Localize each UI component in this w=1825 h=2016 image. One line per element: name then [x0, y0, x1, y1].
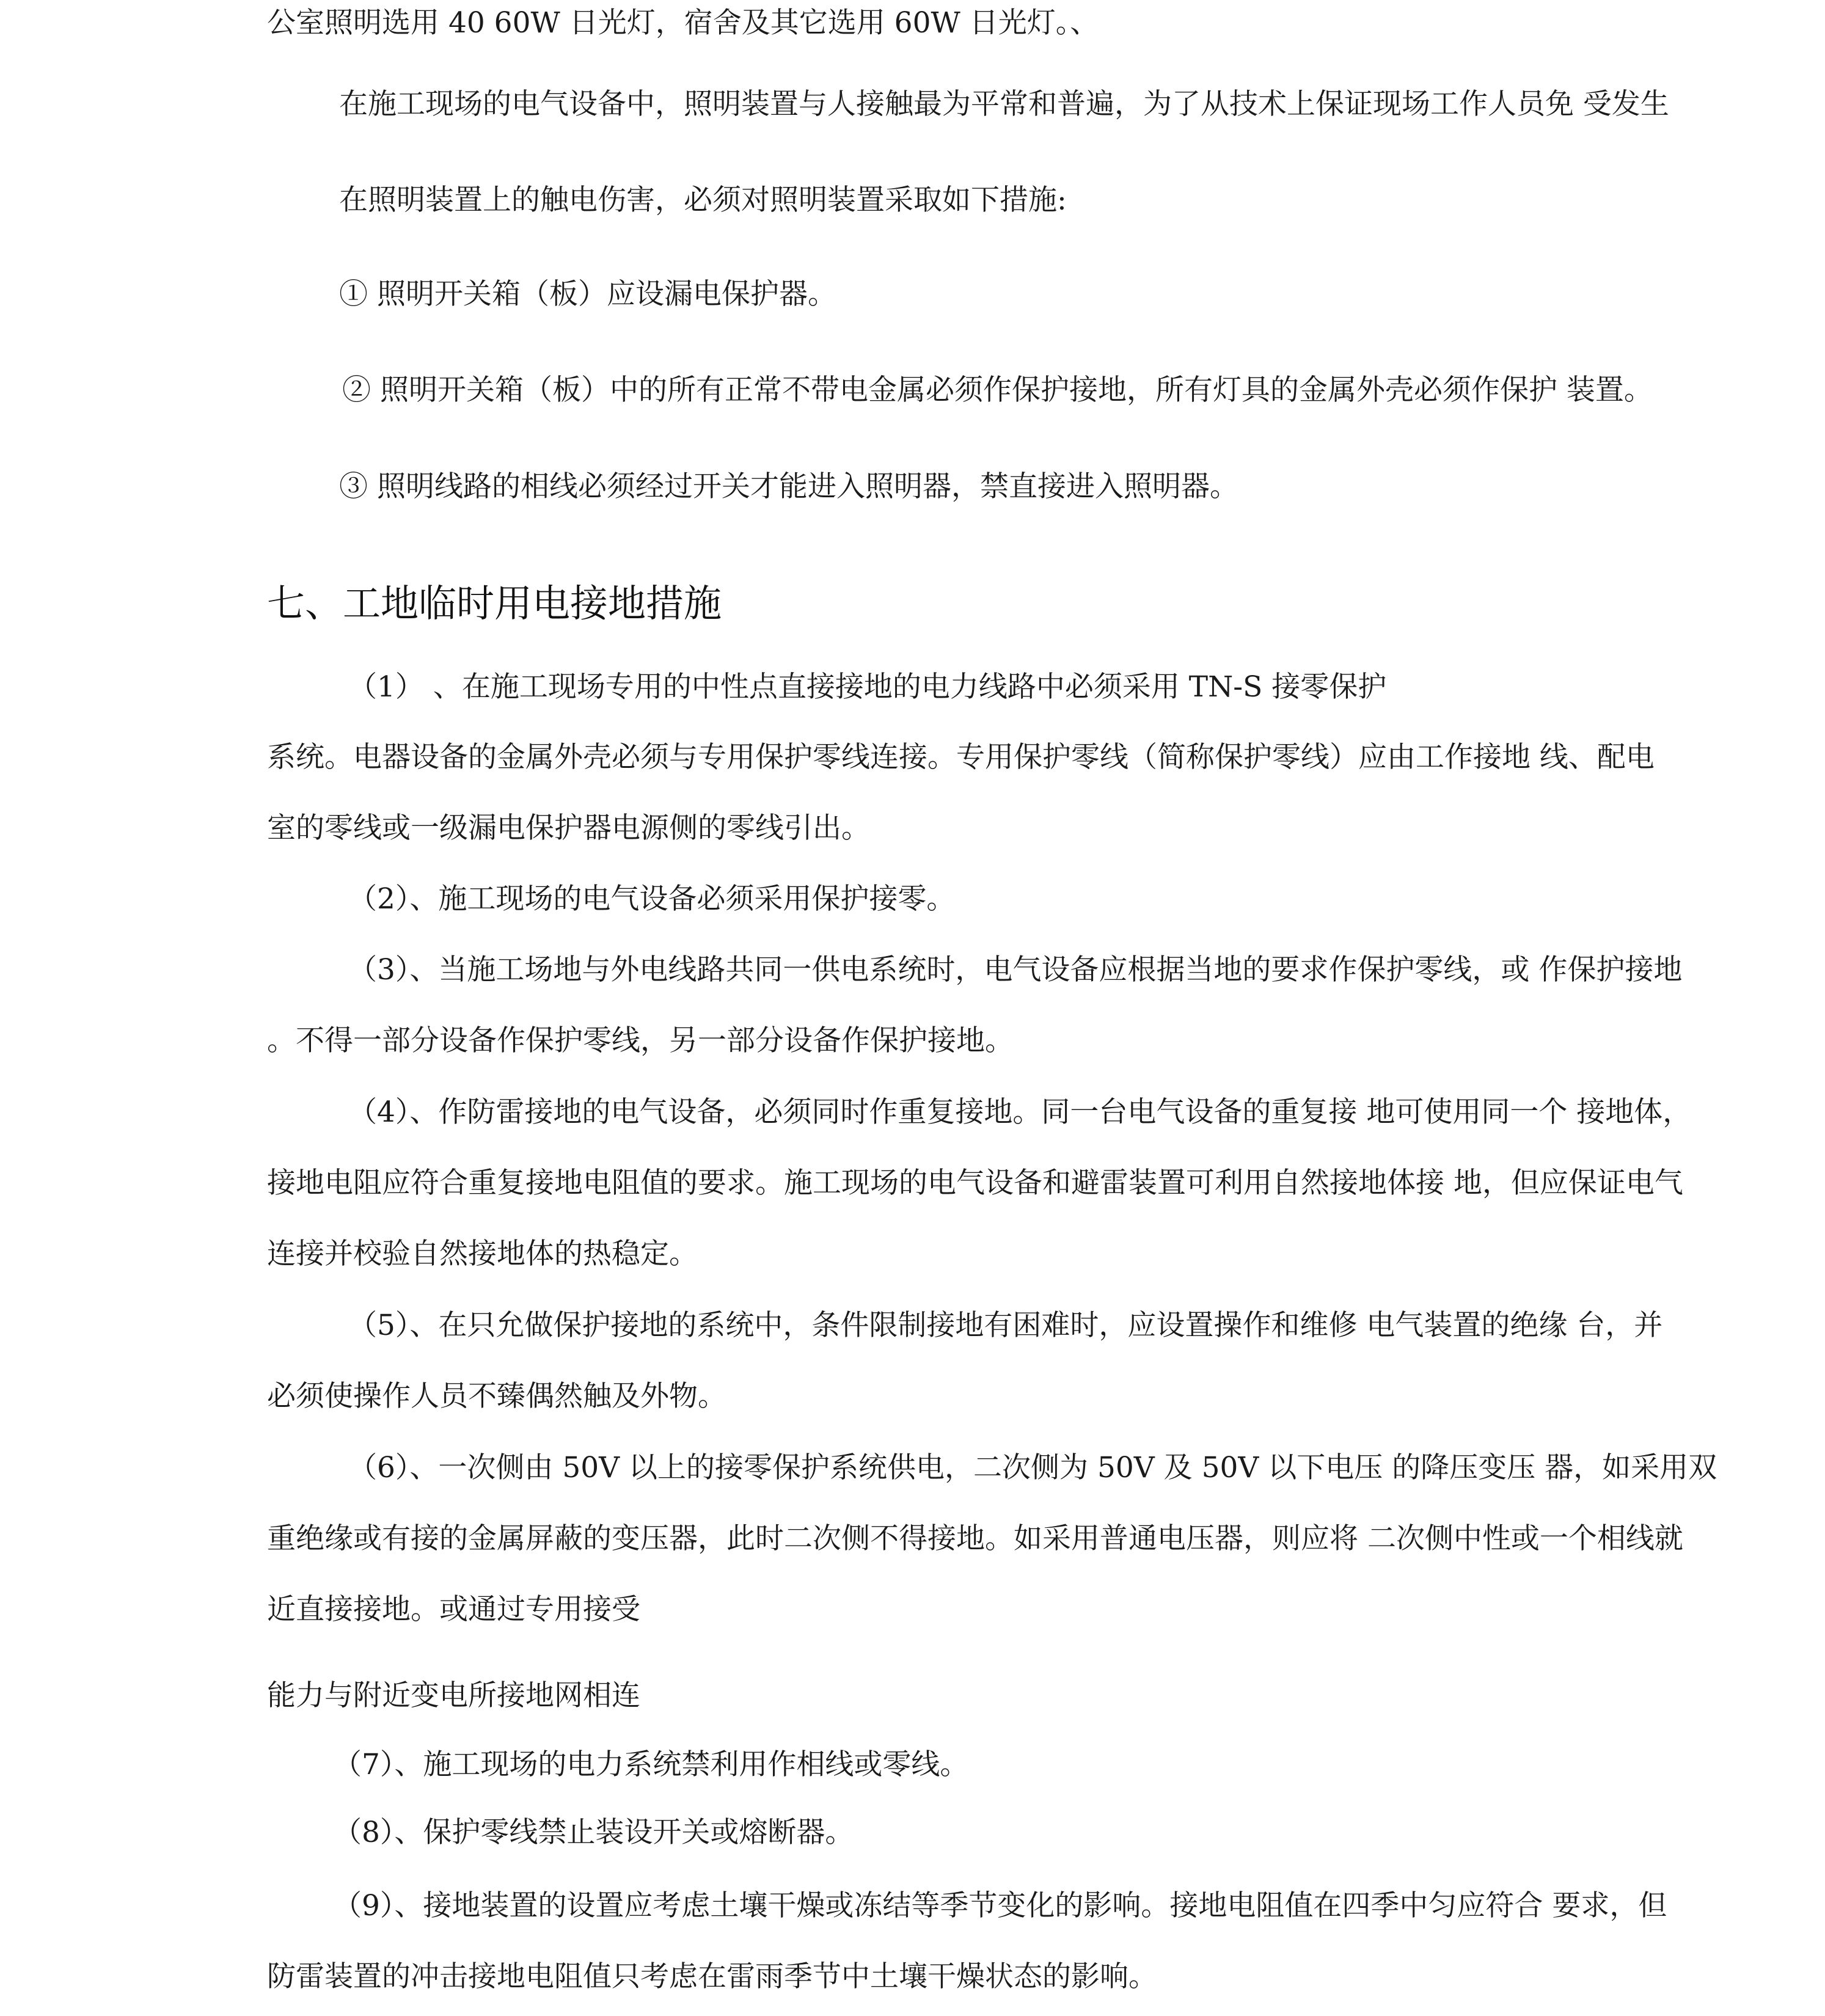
- text-line-item-3a: （3）、当施工场地与外电线路共同一供电系统时，电气设备应根据当地的要求作保护零线，或 作保护接地: [348, 953, 1683, 987]
- list-item-measure-2: ② 照明开关箱（板）中的所有正常不带电金属必须作保护接地，所有灯具的金属外壳必须作保护 装置。: [342, 373, 1653, 407]
- text-line-item-9b: 防雷装置的冲击接地电阻值只考虑在雷雨季节中土壤干燥状态的影响。: [267, 1960, 1157, 1993]
- text-line-item-6d: 能力与附近变电所接地网相连: [267, 1679, 640, 1712]
- text-line-item-7: （7）、施工现场的电力系统禁利用作相线或零线。: [333, 1748, 969, 1781]
- text-line-item-5a: （5）、在只允做保护接地的系统中，条件限制接地有困难时，应设置操作和维修 电气装置的绝缘 台，并: [348, 1309, 1663, 1342]
- text-line-lighting-intro: 在施工现场的电气设备中，照明装置与人接触最为平常和普遍，为了从技术上保证现场工作人员免 受发生: [339, 87, 1669, 121]
- text-line-item-6b: 重绝缘或有接的金属屏蔽的变压器，此时二次侧不得接地。如采用普通电压器，则应将 二次侧中性或一个相线就: [267, 1522, 1683, 1555]
- text-line-item-2: （2）、施工现场的电气设备必须采用保护接零。: [348, 882, 956, 916]
- text-line-item-5b: 必须使操作人员不臻偶然触及外物。: [267, 1379, 726, 1413]
- text-line-item-6c: 近直接接地。或通过专用接受: [267, 1593, 640, 1626]
- text-line-item-6a: （6）、一次侧由 50V 以上的接零保护系统供电，二次侧为 50V 及 50V 以下电压 的降压变压 器，如采用双: [348, 1451, 1717, 1485]
- text-line-item-1a: （1） 、在施工现场专用的中性点直接接地的电力线路中必须采用 TN-S 接零保护: [348, 670, 1387, 704]
- text-line-item-1c: 室的零线或一级漏电保护器电源侧的零线引出。: [267, 811, 870, 845]
- text-line-item-3b: 。不得一部分设备作保护零线，另一部分设备作保护接地。: [267, 1024, 1014, 1057]
- text-line-item-4b: 接地电阻应符合重复接地电阻值的要求。施工现场的电气设备和避雷装置可利用自然接地体接 地，但应保证电气: [267, 1166, 1683, 1200]
- text-line-item-8: （8）、保护零线禁止装设开关或熔断器。: [333, 1816, 854, 1849]
- text-line-item-1b: 系统。电器设备的金属外壳必须与专用保护零线连接。专用保护零线（简称保护零线）应由工作接地 线、配电: [267, 740, 1655, 774]
- text-line-item-9a: （9）、接地装置的设置应考虑土壤干燥或冻结等季节变化的影响。接地电阻值在四季中匀应符合 要求，但: [333, 1889, 1667, 1923]
- text-line-item-4a: （4）、作防雷接地的电气设备，必须同时作重复接地。同一台电气设备的重复接 地可使用同一个 接地体，: [348, 1095, 1692, 1129]
- list-item-measure-1: ① 照明开关箱（板）应设漏电保护器。: [339, 277, 836, 311]
- text-line-office-lighting: 公室照明选用 40 60W 日光灯，宿舍及其它选用 60W 日光灯。、: [267, 6, 1099, 40]
- list-item-measure-3: ③ 照明线路的相线必须经过开关才能进入照明器，禁直接进入照明器。: [339, 470, 1238, 503]
- section-heading: 七、工地临时用电接地措施: [267, 581, 722, 626]
- text-line-lighting-measures: 在照明装置上的触电伤害，必须对照明装置采取如下措施:: [339, 183, 1067, 217]
- text-line-item-4c: 连接并校验自然接地体的热稳定。: [267, 1237, 698, 1271]
